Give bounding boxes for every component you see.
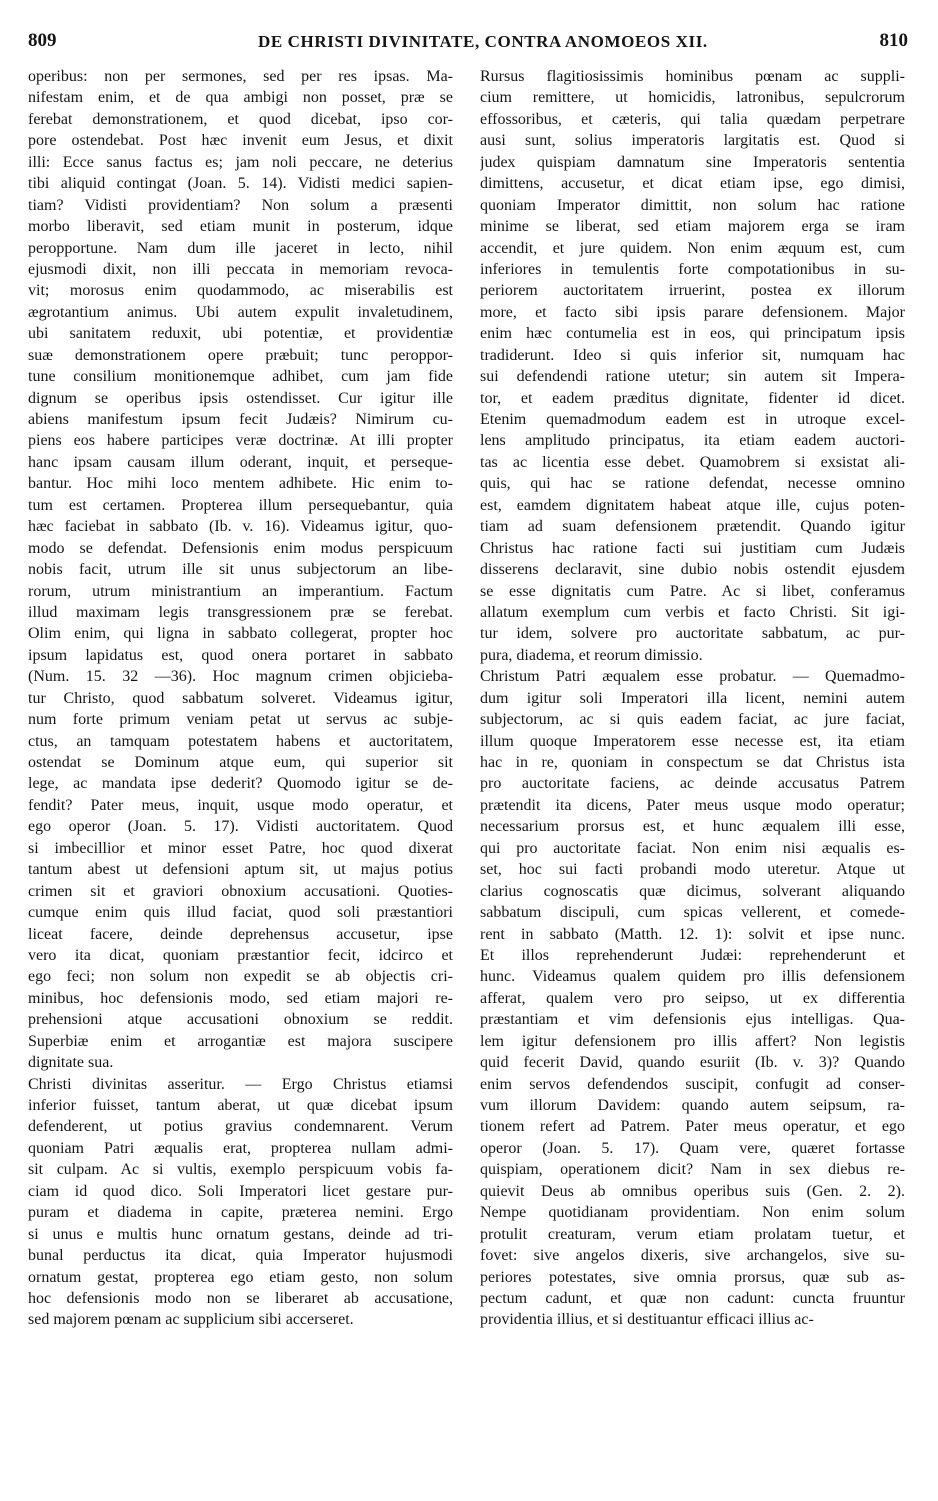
text-line: tas ac licentia esse debet. Quamobrem si exsistat ali-: [480, 453, 905, 471]
text-line: sit culpam. Ac si vultis, exemplo perspicuum vobis fa-: [28, 1161, 453, 1179]
text-line: protulit creaturam, verum etiam prolatam tuetur, et: [480, 1225, 905, 1243]
text-line: ornatum gestat, propterea ego etiam gesto, non solum: [28, 1268, 453, 1286]
text-line: operibus: non per sermones, sed per res ipsas. Ma-: [28, 68, 453, 85]
text-line: Christum Patri æqualem esse probatur. — Quemadmo-: [480, 668, 905, 686]
text-line: minibus, hoc defensionis modo, sed etiam majori re-: [28, 989, 453, 1007]
text-line: liceat facere, deinde deprehensus accusetur, ipse: [28, 925, 453, 943]
text-line: lens amplitudo principatus, ita etiam eadem auctori-: [480, 432, 905, 450]
text-line: pectum cadunt, et quæ non cadunt: cuncta fruuntur: [480, 1289, 905, 1307]
page-number-left: 809: [28, 30, 57, 51]
text-line: dignum se operibus ipsis ostendisset. Cur igitur ille: [28, 389, 453, 407]
text-line: Superbiæ enim et arrogantiæ est majora suscipere: [28, 1032, 453, 1050]
text-line: nifestam enim, et de qua ambigi non posset, præ se: [28, 89, 453, 107]
text-line: pore ostendebat. Post hæc invenit eum Jesus, et dixit: [28, 132, 453, 150]
text-line: hoc defensionis modo non se liberaret ab accusatione,: [28, 1289, 453, 1307]
text-line: nobis facit, utrum ille sit unus subjectorum an libe-: [28, 561, 453, 579]
text-line: inferior fuisset, tantum aberat, ut quæ dicebat ipsum: [28, 1097, 453, 1114]
text-line: bantur. Hoc mihi loco mentem adhibete. Hic enim to-: [28, 475, 453, 493]
text-line: set, hoc sui facti probandi modo uteretur. Atque ut: [480, 861, 905, 879]
text-line: lege, ac mandata ipse dederit? Quomodo igitur se de-: [28, 775, 453, 793]
text-line: puram et diadema in capite, præterea nemini. Ergo: [28, 1204, 453, 1222]
text-line: prætendit ita dicens, Pater meus usque modo operatur;: [480, 796, 905, 814]
text-line: fovet: sive angelos dixeris, sive archangelos, sive su-: [480, 1247, 905, 1265]
text-line: tiam ad suam defensionem prætendit. Quando igitur: [480, 518, 905, 536]
text-line: lem igitur defensionem pro illis affert? Non legistis: [480, 1032, 905, 1050]
text-line: vero ita dicat, quoniam præstantior fecit, idcirco et: [28, 946, 453, 964]
text-line: se esse dignitatis cum Patre. Ac si libet, conferamus: [480, 582, 905, 600]
text-line: illi: Ecce sanus factus es; jam noli peccare, ne deterius: [28, 153, 453, 171]
text-line: afferat, qualem vero pro seipso, ut ex differentia: [480, 989, 905, 1007]
text-line: cium remittere, ut homicidis, latronibus, sepulcrorum: [480, 89, 905, 107]
text-line: tor, et eadem præditus dignitate, fidenter id dicet.: [480, 389, 905, 407]
text-line: bunal perductus ita dicat, quia Imperator hujusmodi: [28, 1247, 453, 1265]
text-line: hanc ipsam causam illum oderant, inquit, et perseque-: [28, 453, 453, 471]
text-line: ejusmodi dixit, non illi peccata in memoriam revoca-: [28, 260, 453, 278]
text-line: minime se liberat, sed etiam majorem erga se iram: [480, 218, 905, 236]
text-line: ferebat demonstrationem, et quod dicebat, ipso cor-: [28, 110, 453, 128]
running-title: DE CHRISTI DIVINITATE, CONTRA ANOMOEOS XII.: [258, 32, 708, 51]
text-line: inferiores in temulentis forte compotationibus in su-: [480, 260, 905, 278]
text-line: dimittens, accusetur, et dicat etiam ipse, ego dimisi,: [480, 175, 905, 193]
text-line: tionem refert ad Patrem. Pater meus operatur, et ego: [480, 1118, 905, 1136]
text-line: providentia illius, et si destituantur efficaci illius ac-: [480, 1311, 814, 1329]
text-line: dignitate sua.: [28, 1054, 114, 1072]
text-line: est, eamdem dignitatem habeat atque ille, cujus poten-: [480, 496, 905, 514]
text-line: sabbatum discipuli, cum spicas vellerent, et comede-: [480, 904, 905, 922]
text-line: more, et facto sibi ipsis parare defensionem. Major: [480, 303, 905, 321]
text-column-left: [28, 66, 453, 1331]
text-line: suæ demonstrationem opere præbuit; tunc peroppor-: [28, 346, 453, 364]
text-line: Olim enim, qui ligna in sabbato collegerat, propter hoc: [28, 625, 453, 643]
text-line: ægrotantium animus. Ubi autem expulit invaletudinem,: [28, 303, 453, 321]
text-line: defenderent, ut potius gravius condemnarent. Verum: [28, 1118, 453, 1136]
text-line: tune consilium monitionemque adhibet, cum jam fide: [28, 368, 453, 386]
text-line: si imbecillior et minor esset Patre, hoc quod dixerat: [28, 839, 453, 857]
text-line: accendit, et jure quidem. Non enim æquum est, cum: [480, 239, 905, 257]
text-line: judex quispiam damnatum sine Imperatoris sententia: [480, 153, 905, 171]
page-header: [28, 30, 908, 58]
text-line: ipsum lapidatus est, quod onera portaret in sabbato: [28, 646, 453, 664]
text-line: tur idem, solvere pro auctoritate sabbatum, ac pur-: [480, 625, 905, 643]
text-line: disserens declaravit, sine dubio nobis ostendit ejusdem: [480, 561, 905, 579]
text-line: piens eos habere participes veræ doctrinæ. At illi propter: [28, 432, 453, 450]
text-line: quispiam, operationem dicit? Nam in sex diebus re-: [480, 1161, 905, 1179]
text-line: num forte primum veniam petat ut servus ac subje-: [28, 711, 453, 729]
text-line: hæc faciebat in sabbato (Ib. v. 16). Videamus igitur, quo-: [28, 518, 453, 536]
text-line: Nempe quotidianam providentiam. Non enim solum: [480, 1204, 905, 1222]
text-line: præstantiam et vim defensionis ejus intelligas. Qua-: [480, 1011, 905, 1029]
text-line: dum igitur soli Imperatori illa licent, nemini autem: [480, 689, 905, 707]
text-line: Etenim quemadmodum eadem est in utroque excel-: [480, 411, 905, 428]
text-line: Christus hac ratione facti sui justitiam cum Judæis: [480, 539, 905, 557]
text-line: prehensioni atque accusationi obnoxium se reddit.: [28, 1011, 453, 1029]
text-line: rent in sabbato (Matth. 12. 1): solvit et ipse nunc.: [480, 925, 905, 943]
text-line: vum illorum Davidem: quando autem seipsum, ra-: [480, 1097, 905, 1114]
text-line: Christi divinitas asseritur. — Ergo Christus etiamsi: [28, 1075, 453, 1093]
text-line: ego feci; non solum non expedit se ab objectis cri-: [28, 968, 453, 986]
text-line: tur Christo, quod sabbatum solveret. Videamus igitur,: [28, 689, 453, 707]
text-line: quievit Deus ab omnibus operibus suis (Gen. 2. 2).: [480, 1182, 905, 1200]
text-line: quid fecerit David, quando esuriit (Ib. v. 3)? Quando: [480, 1054, 905, 1072]
text-line: abiens manifestum ipsum fecit Judæis? Nimirum cu-: [28, 411, 453, 428]
text-line: operor (Joan. 5. 17). Quam vere, quæret fortasse: [480, 1139, 905, 1157]
text-line: Rursus flagitiosissimis hominibus pœnam ac suppli-: [480, 68, 905, 85]
text-line: rorum, utrum ministrantium an imperantium. Factum: [28, 582, 453, 600]
text-line: pura, diadema, et reorum dimissio.: [480, 646, 703, 664]
text-line: illud maximam legis transgressionem præ se ferebat.: [28, 603, 453, 621]
text-line: effossoribus, et cæteris, qui talia quædam perpetrare: [480, 110, 905, 128]
text-line: periores potestates, sive omnia prorsus, quæ sub as-: [480, 1268, 905, 1286]
text-line: tibi aliquid contingat (Joan. 5. 14). Vidisti medici sapien-: [28, 175, 453, 193]
text-line: (Num. 15. 32 —36). Hoc magnum crimen objicieba-: [28, 668, 453, 686]
text-line: necessarium prorsus est, et hunc æqualem illi esse,: [480, 818, 905, 836]
text-line: tum est certamen. Propterea illum persequebantur, quia: [28, 496, 453, 514]
text-line: subjectorum, ac si quis eadem faciat, ac jure faciat,: [480, 711, 905, 729]
text-line: enim hæc contumelia est in eos, qui principatum ipsis: [480, 325, 905, 343]
text-line: qui pro auctoritate faciat. Non enim nisi æqualis es-: [480, 839, 905, 857]
text-line: tradiderunt. Ideo si quis inferior sit, numquam hac: [480, 346, 905, 364]
text-line: hunc. Videamus qualem quidem pro illis defensionem: [480, 968, 905, 986]
text-line: sed majorem pœnam ac supplicium sibi accerseret.: [28, 1311, 354, 1329]
text-line: tantum abest ut defensioni aptum sit, ut majus potius: [28, 861, 453, 879]
text-line: periorem auctoritatem irruerint, postea ex illorum: [480, 282, 905, 300]
text-line: enim servos defendendos suscipit, confugit ad conser-: [480, 1075, 905, 1093]
text-column-right: [480, 66, 905, 1331]
text-line: tiam? Vidisti providentiam? Non solum a præsenti: [28, 196, 453, 214]
text-line: pro auctoritate faciens, ac deinde accusatus Patrem: [480, 775, 905, 793]
text-line: fendit? Pater meus, inquit, usque modo operatur, et: [28, 796, 453, 814]
text-line: Et illos reprehenderunt Judæi: reprehenderunt et: [480, 946, 905, 964]
text-line: crimen sit et graviori obnoxium accusationi. Quoties-: [28, 882, 453, 900]
text-line: clarius cognoscatis quæ dicimus, solverant aliquando: [480, 882, 905, 900]
text-line: quis, qui hac se ratione defendat, necesse omnino: [480, 475, 905, 493]
text-line: ctus, an tamquam potestatem habens et auctoritatem,: [28, 732, 453, 750]
text-line: ausi sunt, solius imperatoris largitatis est. Quod si: [480, 132, 905, 150]
text-line: si unus e multis hunc ornatum gestans, deinde ad tri-: [28, 1225, 453, 1243]
text-line: vit; morosus enim quodammodo, ac miserabilis est: [28, 282, 453, 300]
text-line: hac in re, quoniam in conspectum se dat Christus ista: [480, 754, 905, 771]
text-line: ego operor (Joan. 5. 17). Vidisti auctoritatem. Quod: [28, 818, 453, 836]
text-line: ostendat se Dominum atque eum, qui superior sit: [28, 754, 453, 771]
text-line: ciam id quod dico. Soli Imperatori licet gestare pur-: [28, 1182, 453, 1200]
text-line: peropportune. Nam dum ille jaceret in lecto, nihil: [28, 239, 453, 257]
text-line: sui defendendi ratione utetur; sin autem sit Impera-: [480, 368, 905, 386]
text-line: ubi sanitatem reduxit, ubi potentiæ, et providentiæ: [28, 325, 453, 343]
text-line: quoniam Imperator dimittit, non solum hac ratione: [480, 196, 905, 214]
text-line: allatum exemplum cum verbis et facto Christi. Sit igi-: [480, 603, 905, 621]
text-line: morbo liberavit, sed etiam munit in posterum, idque: [28, 218, 453, 236]
text-line: illum quoque Imperatorem esse necesse est, ita etiam: [480, 732, 905, 750]
text-line: modo se defendat. Defensionis enim modus perspicuum: [28, 539, 453, 557]
page-number-right: 810: [879, 30, 908, 51]
text-line: quoniam Patri æqualis erat, propterea nullam admi-: [28, 1139, 453, 1157]
text-line: cumque enim quis illud faciat, quod soli præstantiori: [28, 904, 453, 922]
